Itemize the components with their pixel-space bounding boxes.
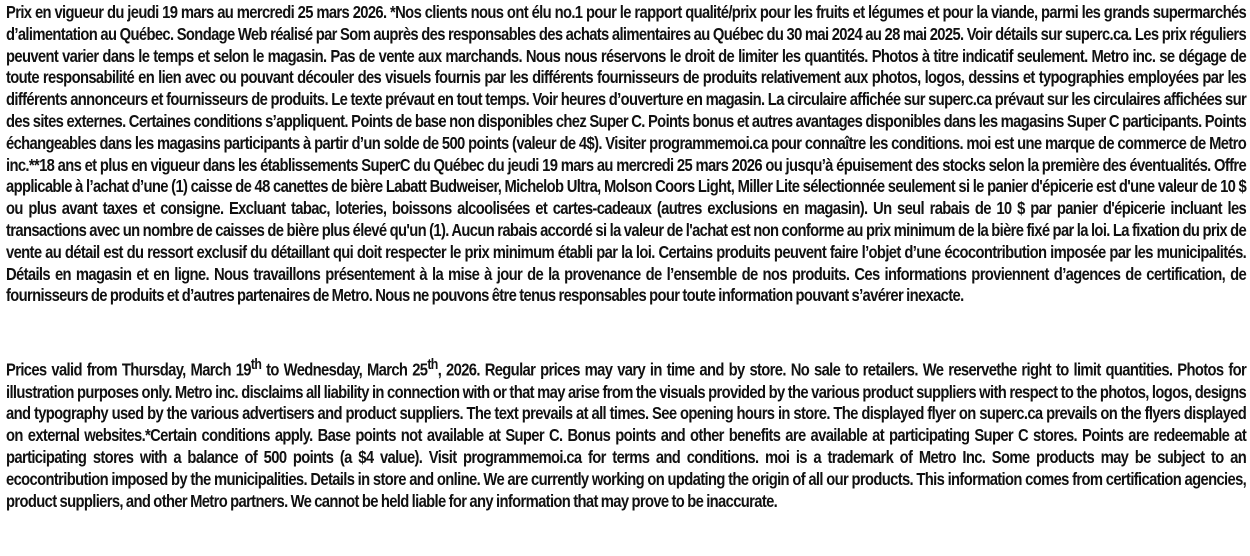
english-text-segment: to Wednesday, March 25 [261,359,428,380]
legal-disclaimer [6,2,1246,554]
french-disclaimer-paragraph: Prix en vigueur du jeudi 19 mars au mercredi 25 mars 2026. *Nos clients nous ont élu no.1 pour le rapport qualité/prix pour les fruits et légumes et pour la viande, parmi les grands supermarchés d’alimentation au Québec. Sondage Web réalisé par Som auprès des responsables des achats alimentaires au Québec du 30 mai 2024 au 28 mai 2025. Voir détails sur superc.ca. Les prix réguliers peuvent varier dans le temps et selon le magasin. Pas de vente aux marchands. Nous nous réservons le droit de limiter les quantités. Photos à titre indicatif seulement. Metro inc. se dégage de toute responsabilité en lien avec ou pouvant découler des visuels fournis par les différents fournisseurs de produits relativement aux photos, logos, dessins et typographies employées par les différents annonceurs et fournisseurs de produits. Le texte prévaut en tout temps. Voir heures d’ouverture en magasin. La circulaire affichée sur superc.ca prévaut sur les circulaires affichées sur des sites externes. Certaines conditions s’appliquent. Points de base non disponibles chez Super C. Points bonus et autres avantages disponibles dans les magasins Super C participants. Points échangeables dans les magasins participants à partir d’un solde de 500 points (valeur de 4$). Visiter programmemoi.ca pour connaître les conditions. moi est une marque de commerce de Metro inc.**18 ans et plus en vigueur dans les établissements SuperC du Québec du jeudi 19 mars au mercredi 25 mars 2026 ou jusqu’à épuisement des stocks selon la première des éventualités. Offre applicable à l’achat d’une (1) caisse de 48 canettes de bière Labatt Budweiser, Michelob Ultra, Molson Coors Light, Miller Lite sélectionnée seulement si le panier d'épicerie est d'une valeur de 10 $ ou plus avant taxes et consigne. Excluant tabac, loteries, boissons alcoolisées et cartes-cadeaux (autres exclusions en magasin). Un seul rabais de 10 $ par panier d'épicerie incluant les transactions avec un nombre de caisses de bière plus élevé qu'un (1). Aucun rabais accordé si la valeur de l'achat est non conforme au prix minimum de la bière fixé par la loi. La fixation du prix de vente au détail est du ressort exclusif du détaillant qui doit respecter le prix minimum établi par la loi. Certains produits peuvent faire l’objet d’une écocontribution imposée par les municipalités. Détails en magasin et en ligne. Nous travaillons présentement à la mise à jour de la provenance de l’ensemble de nos produits. Ces informations proviennent d’agences de certification, de fournisseurs de produits et d’autres partenaires de Metro. Nous ne pouvons être tenus responsables pour toute information pouvant s’avérer inexacte. [6,2,1247,306]
english-disclaimer-paragraph [6,355,1246,512]
ordinal-suffix: th [250,357,262,373]
ordinal-suffix: th [427,357,438,373]
english-text-segment: Prices valid from Thursday, March 19 [6,359,251,380]
english-text-segment: , 2026. Regular prices may vary in time and by store. No sale to retailers. We reservethe right to limit quantities. Photos for illustration purposes only. Metro inc. disclaims all liability in connection with or that may arise from the visuals provided by the various product suppliers with respect to the photos, logos, designs and typography used by the various advertisers and product suppliers. The text prevails at all times. See opening hours in store. The displayed flyer on superc.ca prevails on the flyers displayed on external websites.*Certain conditions apply. Base points not available at Super C. Bonus points and other benefits are available at participating Super C stores. Points are redeemable at participating stores with a balance of 500 points (a $4 value). Visit programmemoi.ca for terms and conditions. moi is a trademark of Metro Inc. Some products may be subject to an ecocontribution imposed by the municipalities. Details in store and online. We are currently working on updating the origin of all our products. This information comes from certification agencies, product suppliers, and other Metro partners. We cannot be held liable for any information that may prove to be inaccurate. [6,359,1247,511]
